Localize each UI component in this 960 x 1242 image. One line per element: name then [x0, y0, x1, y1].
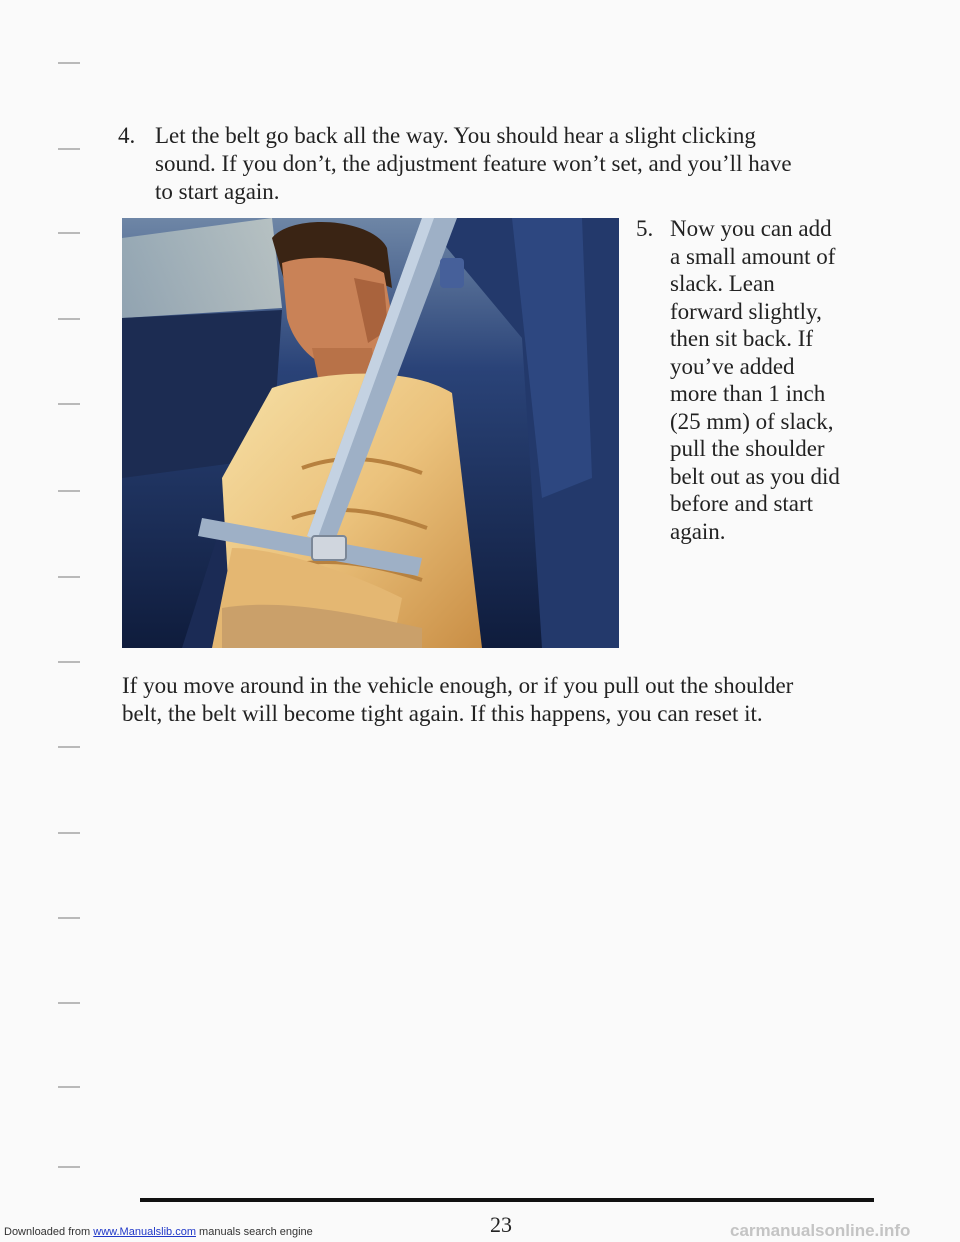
step-4-line-2: sound. If you don’t, the adjustment feature won’t set, and you’ll have: [155, 151, 792, 176]
step-5-number: 5.: [636, 216, 654, 241]
margin-tick: [58, 661, 80, 663]
reset-note-line-2: belt, the belt will become tight again. If this happens, you can reset it.: [122, 701, 763, 726]
page-number: 23: [490, 1212, 512, 1237]
margin-tick: [58, 576, 80, 578]
step-5-paragraph: [636, 215, 876, 545]
margin-tick: [58, 1086, 80, 1088]
margin-tick: [58, 1166, 80, 1168]
step-5-line: Now you can add: [670, 216, 832, 241]
step-4-paragraph: [118, 122, 858, 206]
margin-tick: [58, 1002, 80, 1004]
step-5-line: you’ve added: [670, 353, 795, 379]
step-4-number: 4.: [118, 123, 136, 148]
margin-tick: [58, 318, 80, 320]
manualslib-link[interactable]: www.Manualslib.com: [93, 1226, 196, 1238]
step-5-line: belt out as you did: [670, 463, 840, 489]
margin-tick: [58, 148, 80, 150]
step-4-line-3: to start again.: [155, 179, 280, 204]
margin-tick: [58, 403, 80, 405]
watermark-text: carmanualsonline.info: [730, 1221, 911, 1240]
margin-tick: [58, 490, 80, 492]
step-5-line: again.: [670, 518, 726, 544]
step-5-line: before and start: [670, 491, 814, 516]
step-4-line-1: Let the belt go back all the way. You should hear a slight clicking: [155, 123, 756, 148]
step-5-line: then sit back. If: [670, 326, 814, 351]
seatbelt-illustration: [122, 218, 619, 648]
download-credit: [4, 1226, 313, 1238]
step-5-line: pull the shoulder: [670, 436, 825, 461]
reset-note-paragraph: [122, 672, 882, 728]
step-5-line: a small amount of: [670, 243, 836, 269]
download-credit-suffix: manuals search engine: [199, 1226, 313, 1238]
step-5-line: forward slightly,: [670, 298, 822, 324]
step-5-line: slack. Lean: [670, 271, 775, 296]
margin-tick: [58, 232, 80, 234]
margin-tick: [58, 832, 80, 834]
margin-tick: [58, 62, 80, 64]
footer-rule: [140, 1198, 874, 1202]
download-credit-prefix: Downloaded from: [4, 1226, 91, 1238]
margin-tick: [58, 917, 80, 919]
step-5-line: more than 1 inch: [670, 381, 826, 406]
margin-tick: [58, 746, 80, 748]
step-5-line: (25 mm) of slack,: [670, 408, 834, 434]
reset-note-line-1: If you move around in the vehicle enough, or if you pull out the shoulder: [122, 673, 794, 698]
